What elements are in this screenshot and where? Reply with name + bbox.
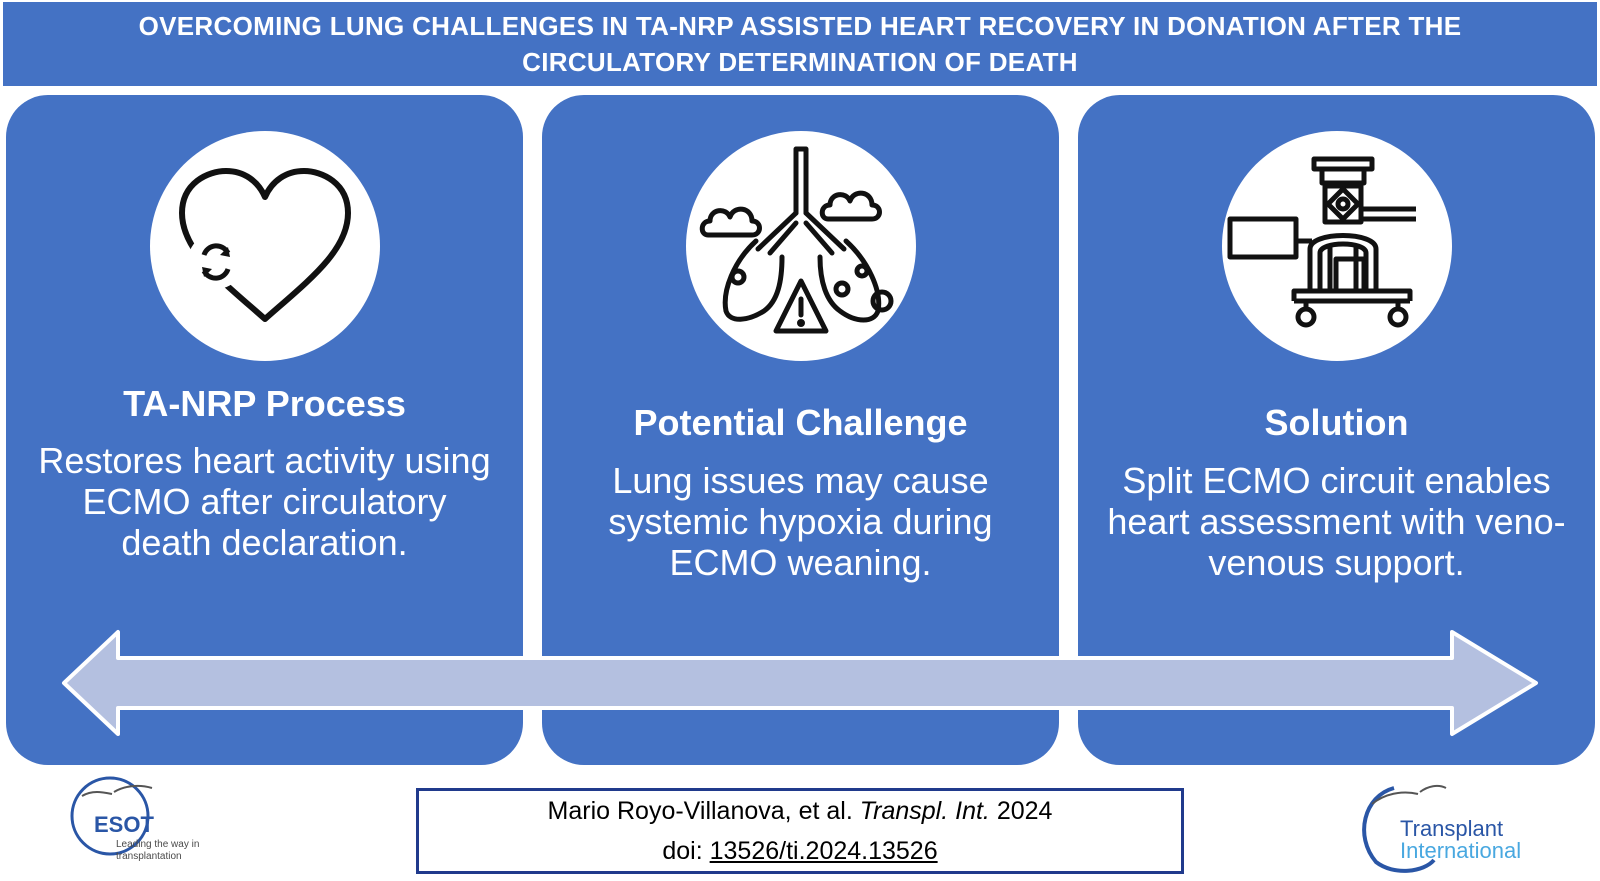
icon-circle [1222,131,1452,361]
ti-line2: International [1400,838,1522,863]
panel-title: Solution [1264,402,1409,443]
heart-refresh-icon [150,131,380,361]
panel-title: Potential Challenge [633,402,968,443]
citation-line [419,797,1181,826]
panel-text: Restores heart activity using ECMO after circulatory death declaration. [38,440,491,563]
esot-name: ESOT [94,812,154,837]
citation-box [416,788,1184,874]
lungs-warning-icon [686,131,916,361]
doi-label: doi: [662,837,703,865]
esot-tagline: Leading the way in transplantation [116,839,200,862]
citation-journal: Transpl. Int. [859,797,990,825]
panel-text: Lung issues may cause systemic hypoxia during ECMO weaning. [608,460,993,583]
citation-year: 2024 [996,797,1053,825]
icon-circle [150,131,380,361]
double-arrow [60,628,1540,738]
icon-circle [686,131,916,361]
ti-line1: Transplant [1400,816,1504,841]
ecmo-machine-icon [1222,131,1452,361]
doi-link[interactable]: 13526/ti.2024.13526 [709,837,938,865]
citation-authors: Mario Royo-Villanova, et al. [547,797,853,825]
panel-text: Split ECMO circuit enables heart assessment with veno-venous support. [1107,460,1566,583]
doi-line [419,837,1181,866]
transplant-international-logo [1354,776,1554,876]
panel-title: TA-NRP Process [123,383,406,424]
page-title: OVERCOMING LUNG CHALLENGES IN TA-NRP ASSISTED HEART RECOVERY IN DONATION AFTER THE CIRCULATORY DETERMINATION OF DEATH [3,2,1597,86]
esot-logo [68,772,218,876]
